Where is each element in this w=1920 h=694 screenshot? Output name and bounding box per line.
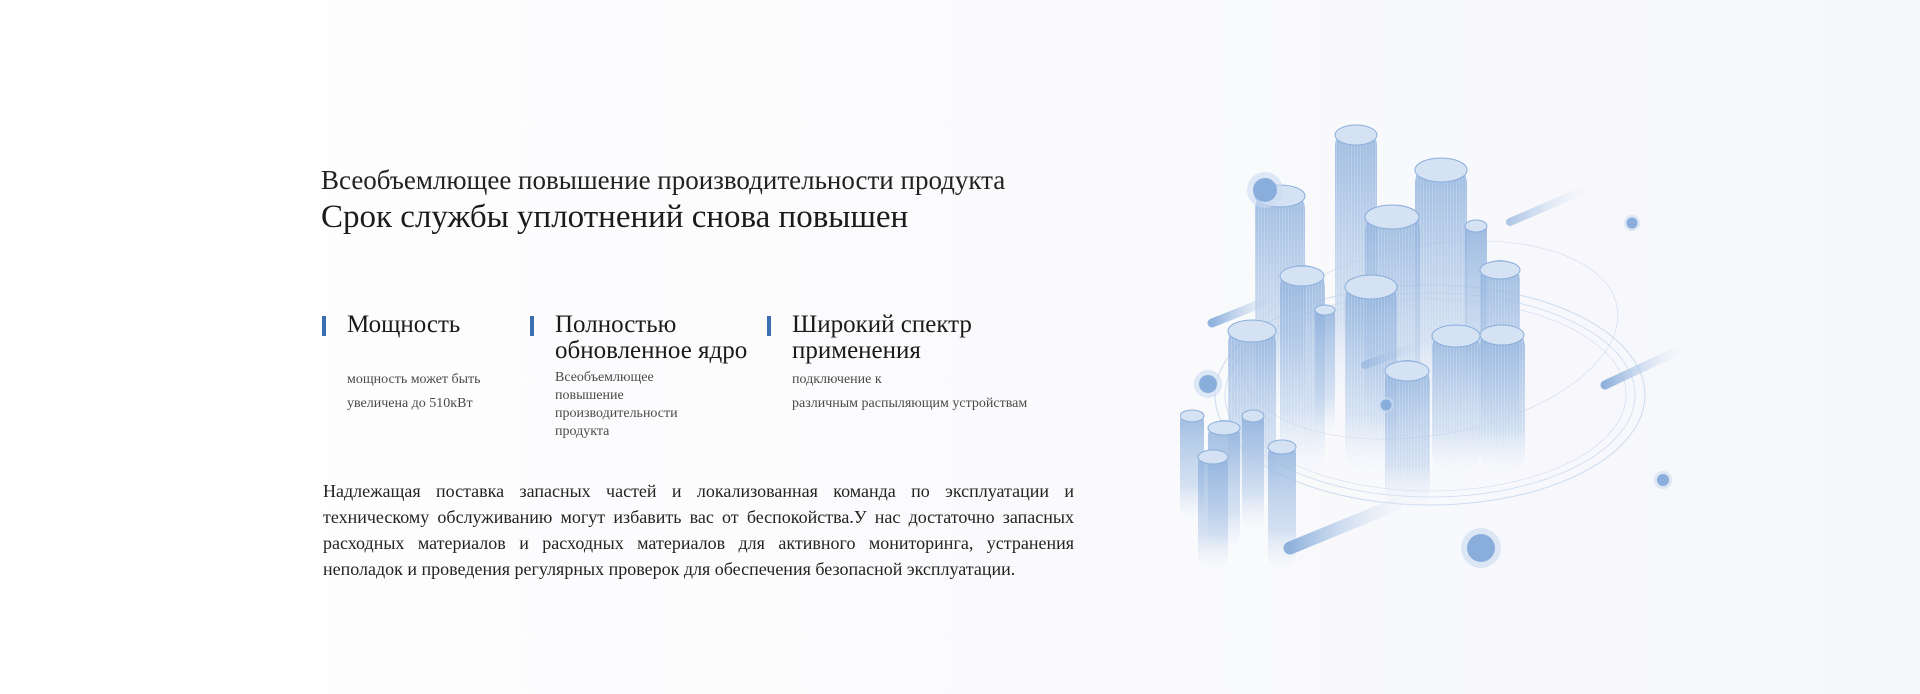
section-paragraph: Надлежащая поставка запасных частей и локализованная команда по эксплуатации и техническому обслуживанию могут избавить вас от беспокойства.У нас достаточно запасных расходных материалов и расходных материалов для активного мониторинга, устранения неполадок и проведения регулярных проверок для обеспечения безопасной эксплуатации. [323, 481, 1074, 579]
accent-bar [530, 316, 534, 336]
feature-title: Мощность [347, 311, 461, 338]
section-subtitle: Всеобъемлющее повышение производительности продукта [321, 165, 1006, 195]
isometric-city-icon [1180, 110, 1680, 580]
feature-description: мощность может быть увеличена до 510кВт [347, 372, 481, 411]
tower [1198, 450, 1228, 570]
tower [1242, 410, 1264, 530]
tower [1315, 305, 1335, 435]
accent-bar [767, 316, 771, 336]
feature-title: Широкий спектр применения [792, 311, 972, 364]
feature-description-line: подключение к [792, 372, 882, 387]
feature-description [792, 368, 1092, 416]
accent-bar [322, 316, 326, 336]
feature-title: Полностью обновленное ядро [555, 311, 748, 364]
feature-description-line: различным распыляющим устройствам [792, 396, 1028, 411]
section-title: Срок службы уплотнений снова повышен [321, 199, 909, 235]
tower [1432, 325, 1480, 475]
feature-description: Всеобъемлющее повышение производительности продукта [555, 370, 678, 439]
tower [1385, 360, 1430, 510]
tower [1480, 325, 1525, 475]
